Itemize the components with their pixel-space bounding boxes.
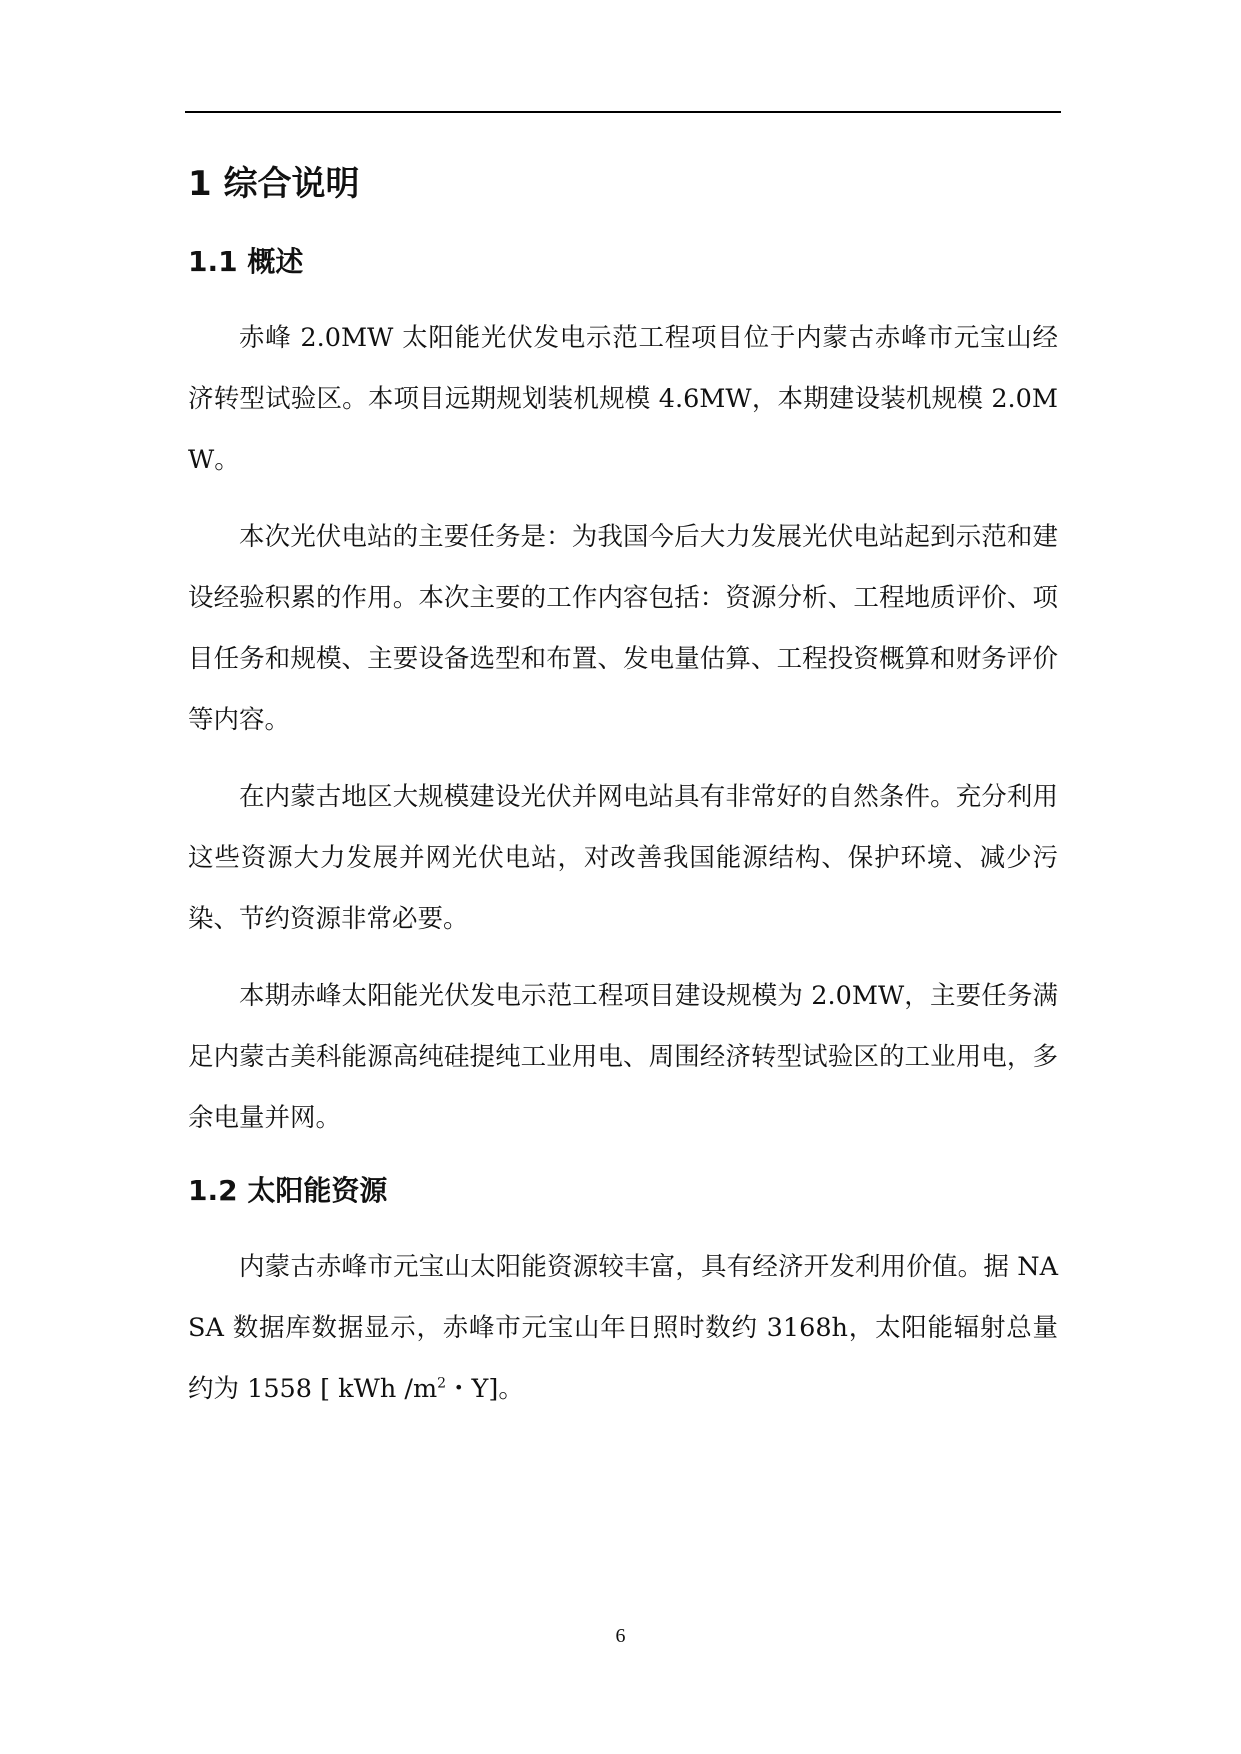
section-title-overview: 1.1 概述 [188,245,304,278]
overview-paragraph-2: 本次光伏电站的主要任务是：为我国今后大力发展光伏电站起到示范和建设经验积累的作用。本次主要的工作内容包括：资源分析、工程地质评价、项目任务和规模、主要设备选型和布置、发电量估算、工程投资概算和财务评价等内容。 [188,522,1058,735]
solar-text-after-unit: ・Y]。 [446,1374,524,1404]
overview-paragraph-3: 在内蒙古地区大规模建设光伏并网电站具有非常好的自然条件。充分利用这些资源大力发展并网光伏电站，对改善我国能源结构、保护环境、减少污染、节约资源非常必要。 [188,782,1058,934]
overview-paragraph-4: 本期赤峰太阳能光伏发电示范工程项目建设规模为 2.0MW，主要任务满足内蒙古美科能源高纯硅提纯工业用电、周围经济转型试验区的工业用电，多余电量并网。 [188,981,1058,1133]
unit-superscript: 2 [437,1375,447,1392]
overview-paragraph-1: 赤峰 2.0MW 太阳能光伏发电示范工程项目位于内蒙古赤峰市元宝山经济转型试验区。本项目远期规划装机规模 4.6MW，本期建设装机规模 2.0MW。 [188,323,1058,475]
page-content [188,158,1058,1436]
chapter-title: 1 综合说明 [188,164,360,204]
page-number: 6 [615,1625,626,1647]
section-title-solar-resources: 1.2 太阳能资源 [188,1174,388,1207]
header-rule [185,111,1061,113]
solar-text-before-unit: 内蒙古赤峰市元宝山太阳能资源较丰富，具有经济开发利用价值。据 NASA 数据库数据显示，赤峰市元宝山年日照时数约 3168h，太阳能辐射总量约为 1558 [ kWh /m [188,1252,1058,1404]
solar-resources-paragraph [188,1237,1058,1420]
